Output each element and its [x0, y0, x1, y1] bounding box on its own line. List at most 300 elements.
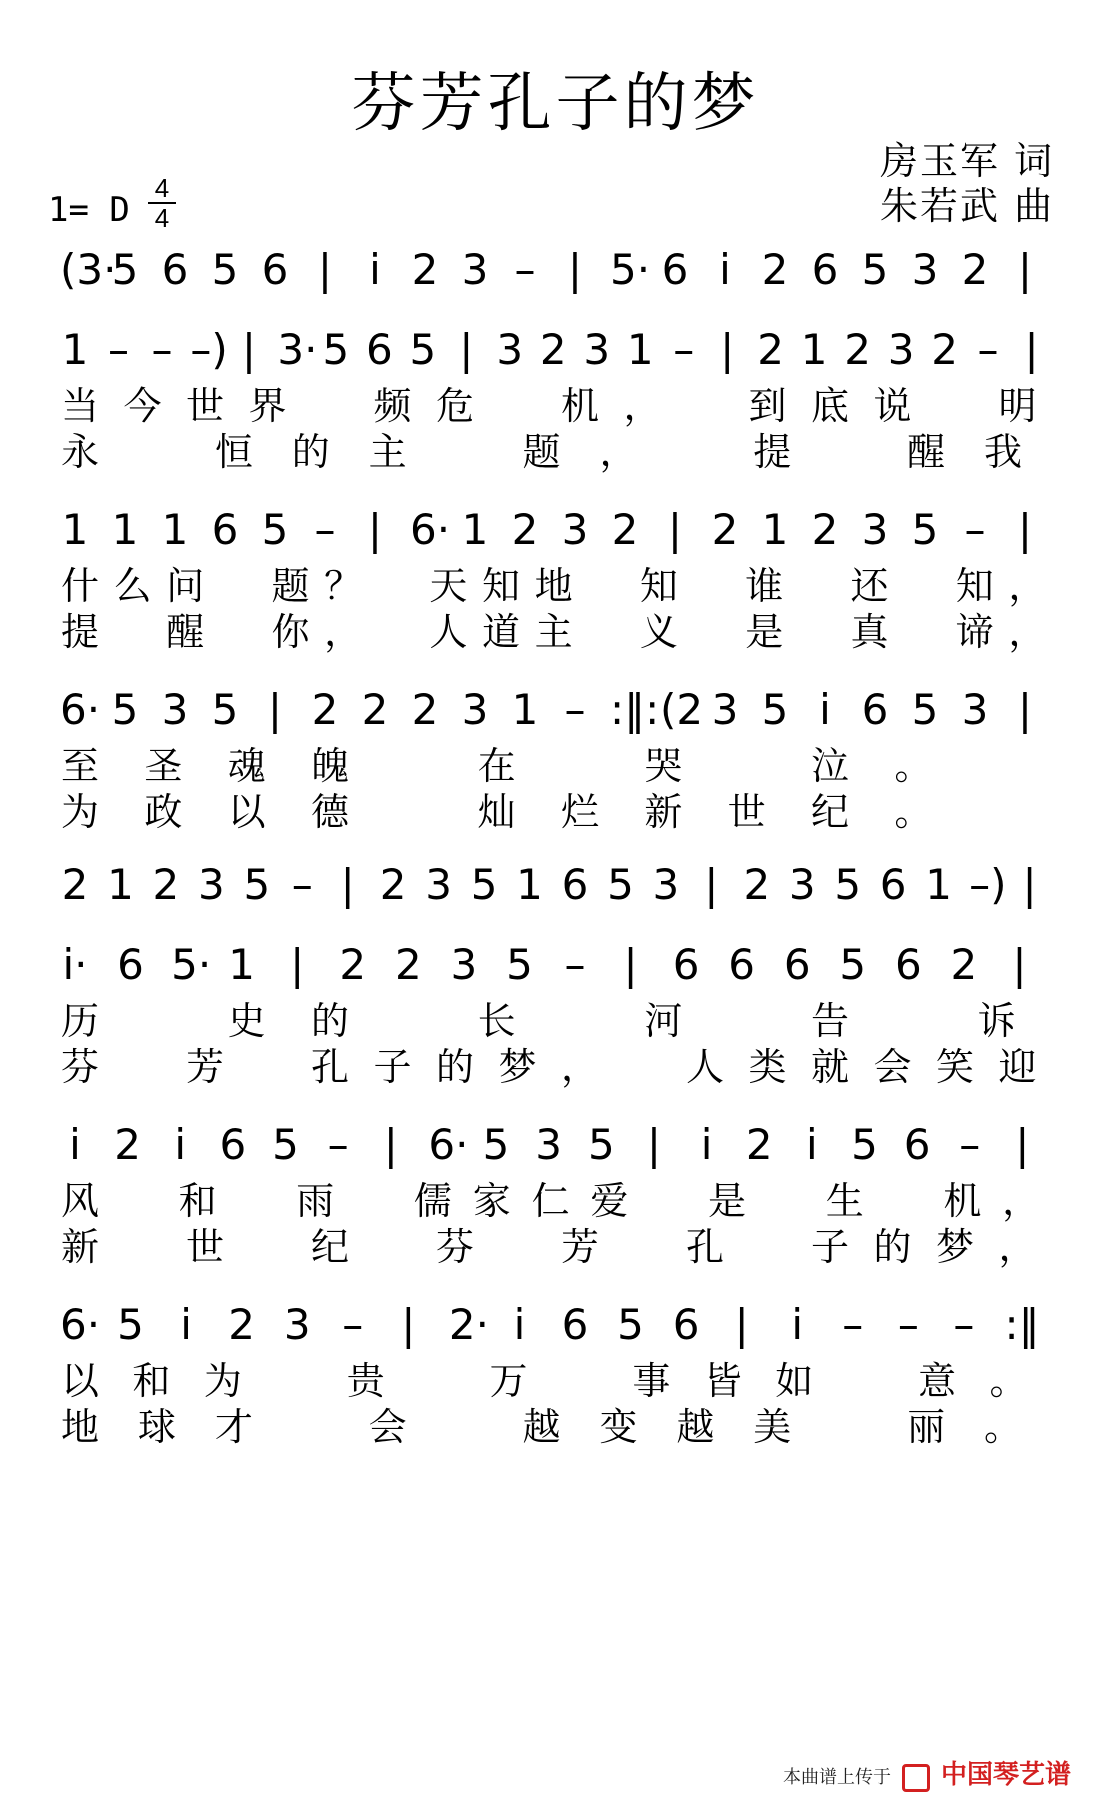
note: 5: [261, 505, 289, 554]
lyric-char: 提: [60, 610, 99, 654]
lyric-char: 孔: [310, 1045, 349, 1089]
barline: |: [1017, 245, 1033, 294]
note: –): [190, 325, 228, 374]
time-signature: 4 4: [148, 174, 176, 232]
note: 3: [711, 685, 739, 734]
barline: |: [340, 860, 355, 909]
lyric-char: 迎: [998, 1045, 1037, 1089]
note: –: [314, 505, 336, 554]
lyric-char: 类: [748, 1045, 787, 1089]
barline: |: [1017, 505, 1033, 554]
lyric-char: 长: [477, 999, 516, 1043]
lyric-char: 就: [810, 1045, 849, 1089]
note: 2: [361, 685, 389, 734]
note: 6: [161, 245, 189, 294]
lyric-char: 灿: [477, 790, 516, 834]
barline: |: [367, 505, 383, 554]
barline: |: [401, 1300, 416, 1349]
note: 5: [607, 860, 634, 909]
note: 1: [626, 325, 654, 374]
lyric-char: 知: [482, 564, 521, 608]
lyric-char: 如: [775, 1359, 814, 1403]
note: 3·: [277, 325, 318, 374]
note: 1: [761, 505, 789, 554]
note: i: [69, 1120, 81, 1169]
lyric-char: 是: [708, 1179, 747, 1223]
note: 2: [311, 685, 339, 734]
lyric-line: [0, 383, 1111, 429]
note: –: [977, 325, 999, 374]
note: 3: [461, 245, 489, 294]
note: 3: [283, 1300, 311, 1349]
lyric-char: ，: [324, 610, 363, 654]
note: 5·: [610, 245, 651, 294]
lyric-char: 和: [132, 1359, 171, 1403]
note: 3: [583, 325, 611, 374]
lyric-char: 烂: [560, 790, 599, 834]
note: 1: [111, 505, 139, 554]
lyric-char: 告: [810, 999, 849, 1043]
note: 5: [211, 245, 239, 294]
lyric-char: 道: [482, 610, 521, 654]
lyric-line: [0, 429, 1111, 475]
lyric-char: 题: [271, 564, 310, 608]
note: 2: [611, 505, 639, 554]
barline: |: [241, 325, 256, 374]
lyric-char: 人: [429, 610, 468, 654]
note: 2: [61, 860, 89, 909]
note: 1: [107, 860, 134, 909]
note: 6: [661, 245, 689, 294]
lyric-line: [0, 1224, 1111, 1270]
lyric-line: [0, 563, 1111, 609]
note: 5: [761, 685, 789, 734]
note: 2: [228, 1300, 256, 1349]
note: 5: [911, 505, 939, 554]
note: 6: [365, 325, 393, 374]
note: 5: [834, 860, 862, 909]
lyric-char: 越: [676, 1405, 715, 1449]
lyric-char: 诉: [977, 999, 1016, 1043]
barline: |: [290, 940, 305, 989]
note: 6: [894, 940, 922, 989]
lyric-char: 么: [113, 564, 152, 608]
lyric-char: 爱: [590, 1179, 629, 1223]
barline: |: [1022, 860, 1037, 909]
lyric-char: ，: [623, 384, 662, 428]
lyric-char: 到: [748, 384, 787, 428]
lyric-char: 儒: [413, 1179, 452, 1223]
lyric-char: 魂: [227, 744, 266, 788]
lyric-char: 河: [644, 999, 683, 1043]
note: i: [369, 245, 381, 294]
lyric-char: 谛: [955, 610, 994, 654]
barline: |: [667, 505, 683, 554]
lyric-char: 还: [850, 564, 889, 608]
note: 3: [197, 860, 225, 909]
barline: |: [383, 1120, 398, 1169]
note: 1: [925, 860, 952, 909]
barline: |: [1015, 1120, 1030, 1169]
lyric-char: 今: [123, 384, 162, 428]
lyric-char: 的: [435, 1045, 474, 1089]
lyric-char: 变: [599, 1405, 638, 1449]
note: 3: [461, 685, 489, 734]
note: 1: [461, 505, 489, 554]
lyric-char: 永: [60, 430, 99, 474]
lyric-char: 丽: [907, 1405, 946, 1449]
note: 2: [844, 325, 871, 374]
note: 2: [379, 860, 407, 909]
lyric-char: 美: [753, 1405, 792, 1449]
note: –: [959, 1120, 981, 1169]
lyric-char: 在: [477, 744, 516, 788]
lyric-char: 题: [522, 430, 561, 474]
note: 2: [152, 860, 180, 909]
note: i: [819, 685, 831, 734]
lyric-char: ，: [1002, 1179, 1041, 1223]
note: 6: [903, 1120, 931, 1169]
lyric-char: ？: [324, 564, 363, 608]
barline: |: [459, 325, 474, 374]
note: 3: [861, 505, 889, 554]
barline: |: [623, 940, 638, 989]
note: 5: [861, 245, 889, 294]
note: –: [564, 940, 586, 989]
lyric-char: 的: [310, 999, 349, 1043]
barline: |: [646, 1120, 662, 1169]
barline: |: [567, 245, 583, 294]
note: 2: [931, 325, 958, 374]
note: 6: [672, 1300, 700, 1349]
note: 5: [272, 1120, 299, 1169]
lyric-char: 机: [560, 384, 599, 428]
lyric-char: 你: [271, 610, 310, 654]
lyric-char: ，: [1008, 564, 1047, 608]
note: 3: [652, 860, 680, 909]
note: 6·: [410, 505, 451, 554]
lyric-char: 家: [472, 1179, 511, 1223]
note: 1: [516, 860, 543, 909]
lyric-char: 醒: [166, 610, 205, 654]
lyric-char: 。: [989, 1359, 1028, 1403]
note: i: [719, 245, 731, 294]
lyric-char: 球: [137, 1405, 176, 1449]
note: 3: [887, 325, 915, 374]
lyric-char: 会: [368, 1405, 407, 1449]
lyric-char: 芬: [435, 1225, 474, 1269]
barline: |: [1012, 940, 1027, 989]
note: 6: [219, 1120, 247, 1169]
lyric-char: 新: [644, 790, 683, 834]
note: 6: [561, 1300, 589, 1349]
lyric-char: 芬: [60, 1045, 99, 1089]
lyric-char: 纪: [310, 1225, 349, 1269]
lyric-line: [0, 1358, 1111, 1404]
lyric-char: 的: [873, 1225, 912, 1269]
note: 3: [496, 325, 524, 374]
note: 2: [511, 505, 539, 554]
lyric-char: 的: [291, 430, 330, 474]
barline: |: [720, 325, 735, 374]
note: 6·: [60, 1300, 101, 1349]
note: 5·: [171, 940, 212, 989]
lyric-char: 仁: [531, 1179, 570, 1223]
note: 2: [711, 505, 739, 554]
note: 5: [117, 1300, 144, 1349]
note: 5: [911, 685, 939, 734]
lyric-char: 世: [185, 1225, 224, 1269]
note: 2: [961, 245, 989, 294]
lyric-char: 魄: [310, 744, 349, 788]
lyric-line: [0, 1044, 1111, 1090]
note: 5: [409, 325, 437, 374]
lyric-char: 提: [753, 430, 792, 474]
note: –: [842, 1300, 864, 1349]
note: 5: [617, 1300, 644, 1349]
note: 6: [211, 505, 239, 554]
lyric-char: 世: [185, 384, 224, 428]
lyric-char: ，: [560, 1045, 599, 1089]
lyric-char: 孔: [685, 1225, 724, 1269]
lyric-char: 机: [943, 1179, 982, 1223]
lyric-char: ，: [1008, 610, 1047, 654]
lyric-char: 皆: [703, 1359, 742, 1403]
lyric-char: 醒: [907, 430, 946, 474]
barline: |: [704, 860, 719, 909]
lyric-char: 子: [373, 1045, 412, 1089]
lyric-line: [0, 1178, 1111, 1224]
note: 1: [61, 505, 89, 554]
note: 5: [587, 1120, 615, 1169]
note: –: [897, 1300, 919, 1349]
lyric-char: 主: [368, 430, 407, 474]
lyric-line: [0, 1404, 1111, 1450]
lyric-char: 知: [639, 564, 678, 608]
lyric-char: 芳: [185, 1045, 224, 1089]
note: 3: [450, 940, 478, 989]
note: (2: [660, 685, 704, 734]
note: i·: [62, 940, 88, 989]
lyric-char: 贵: [346, 1359, 385, 1403]
barline: |: [734, 1300, 749, 1349]
key-signature: 1= D: [48, 190, 130, 230]
note: 6: [861, 685, 889, 734]
lyric-char: 恒: [214, 430, 253, 474]
note: 1: [228, 940, 256, 989]
lyric-char: 德: [310, 790, 349, 834]
lyric-char: 政: [144, 790, 183, 834]
lyric-char: 雨: [296, 1179, 335, 1223]
lyric-char: 以: [60, 1359, 99, 1403]
barline: |: [1017, 685, 1033, 734]
note: 5: [111, 685, 139, 734]
lyric-char: 和: [178, 1179, 217, 1223]
note: 5: [506, 940, 533, 989]
site-brand: 中国琴艺谱: [940, 1759, 1071, 1789]
note: 6: [561, 860, 589, 909]
note: –: [107, 325, 129, 374]
note: –): [969, 860, 1007, 909]
lyric-char: 谁: [745, 564, 784, 608]
note: 2·: [448, 1300, 489, 1349]
note: 2: [394, 940, 422, 989]
lyric-char: 义: [639, 610, 678, 654]
note: 1: [161, 505, 189, 554]
lyric-char: 至: [60, 744, 99, 788]
note: 6: [672, 940, 700, 989]
note: 5: [322, 325, 350, 374]
lyricist-credit: 房玉军 词: [880, 139, 1055, 183]
note: i: [513, 1300, 526, 1349]
note: 1: [800, 325, 828, 374]
note: 2: [950, 940, 978, 989]
note: 3: [788, 860, 816, 909]
lyric-char: 主: [534, 610, 573, 654]
lyric-char: 底: [810, 384, 849, 428]
note: 2: [539, 325, 567, 374]
lyric-char: 泣: [810, 744, 849, 788]
lyric-char: 历: [60, 999, 99, 1043]
note: 6·: [428, 1120, 469, 1169]
lyric-char: 天: [429, 564, 468, 608]
lyric-char: 真: [850, 610, 889, 654]
lyric-char: 才: [214, 1405, 253, 1449]
note: 2: [757, 325, 784, 374]
lyric-char: 事: [632, 1359, 671, 1403]
note: 5: [211, 685, 239, 734]
note: 5: [851, 1120, 878, 1169]
note: 2: [761, 245, 789, 294]
lyric-char: 为: [60, 790, 99, 834]
note: 3: [535, 1120, 563, 1169]
note: 5: [482, 1120, 510, 1169]
note: i: [700, 1120, 713, 1169]
lyric-char: 地: [534, 564, 573, 608]
lyric-char: 梦: [498, 1045, 537, 1089]
lyric-char: 子: [810, 1225, 849, 1269]
note: –: [673, 325, 695, 374]
composer-credit: 朱若武 曲: [880, 184, 1055, 228]
lyric-char: 生: [825, 1179, 864, 1223]
note: 1: [511, 685, 539, 734]
barline: |: [267, 685, 283, 734]
lyric-char: 以: [227, 790, 266, 834]
lyric-char: 地: [60, 1405, 99, 1449]
note: –: [514, 245, 536, 294]
barline: |: [317, 245, 333, 294]
lyric-char: 世: [727, 790, 766, 834]
note: –: [291, 860, 313, 909]
note: i: [791, 1300, 804, 1349]
lyric-char: 知: [955, 564, 994, 608]
lyric-char: 意: [918, 1359, 957, 1403]
lyric-char: 。: [894, 790, 933, 834]
lyric-char: 是: [745, 610, 784, 654]
lyric-char: 梦: [935, 1225, 974, 1269]
lyric-char: 什: [60, 564, 99, 608]
note: 2: [411, 245, 439, 294]
lyric-char: 问: [166, 564, 205, 608]
note: –: [151, 325, 173, 374]
lyric-char: 圣: [144, 744, 183, 788]
lyric-char: 危: [435, 384, 474, 428]
barline: :‖:: [610, 685, 660, 734]
lyric-char: ，: [998, 1225, 1037, 1269]
note: 5: [111, 245, 139, 294]
lyric-char: 人: [685, 1045, 724, 1089]
note: 3: [911, 245, 939, 294]
note: 5: [243, 860, 271, 909]
lyric-char: 为: [203, 1359, 242, 1403]
lyric-char: 芳: [560, 1225, 599, 1269]
note: 2: [114, 1120, 141, 1169]
footer: 本曲谱上传于 中国琴艺谱: [783, 1754, 1071, 1792]
note: 3: [561, 505, 589, 554]
lyric-char: 越: [522, 1405, 561, 1449]
note: –: [342, 1300, 364, 1349]
note: –: [327, 1120, 349, 1169]
lyric-char: 。: [984, 1405, 1023, 1449]
note: i: [180, 1300, 192, 1349]
note: 2: [745, 1120, 773, 1169]
note: 6: [879, 860, 907, 909]
lyric-char: 会: [873, 1045, 912, 1089]
lyric-char: 频: [373, 384, 412, 428]
lyric-line: [0, 789, 1111, 835]
barline: |: [1024, 325, 1039, 374]
note: 3: [161, 685, 189, 734]
note: 2: [743, 860, 771, 909]
lyric-char: 明: [998, 384, 1037, 428]
note: 5: [470, 860, 498, 909]
lyric-char: 界: [248, 384, 287, 428]
note: –: [964, 505, 986, 554]
note: 1: [61, 325, 89, 374]
note: 6: [261, 245, 289, 294]
site-logo-icon: [902, 1764, 930, 1792]
lyric-char: 纪: [810, 790, 849, 834]
note: –: [953, 1300, 975, 1349]
barline: :‖: [1004, 1300, 1040, 1349]
lyric-line: [0, 998, 1111, 1044]
lyric-char: 史: [227, 999, 266, 1043]
note: 6: [117, 940, 144, 989]
lyric-line: [0, 743, 1111, 789]
lyric-char: 。: [894, 744, 933, 788]
lyric-char: 新: [60, 1225, 99, 1269]
lyric-char: 笑: [935, 1045, 974, 1089]
lyric-char: 当: [60, 384, 99, 428]
note: 6: [728, 940, 756, 989]
note: 6·: [60, 685, 101, 734]
lyric-char: ，: [599, 430, 638, 474]
note: 5: [839, 940, 867, 989]
note: (3·: [60, 245, 117, 294]
lyric-char: 说: [873, 384, 912, 428]
note: 2: [339, 940, 367, 989]
song-title: 芬芳孔子的梦: [351, 67, 760, 141]
note: 3: [425, 860, 452, 909]
note: 3: [961, 685, 989, 734]
lyric-char: 哭: [644, 744, 683, 788]
lyric-char: 万: [489, 1359, 528, 1403]
note: 2: [411, 685, 439, 734]
note: i: [174, 1120, 187, 1169]
note: 2: [811, 505, 839, 554]
note: 6: [783, 940, 811, 989]
note: 6: [811, 245, 839, 294]
